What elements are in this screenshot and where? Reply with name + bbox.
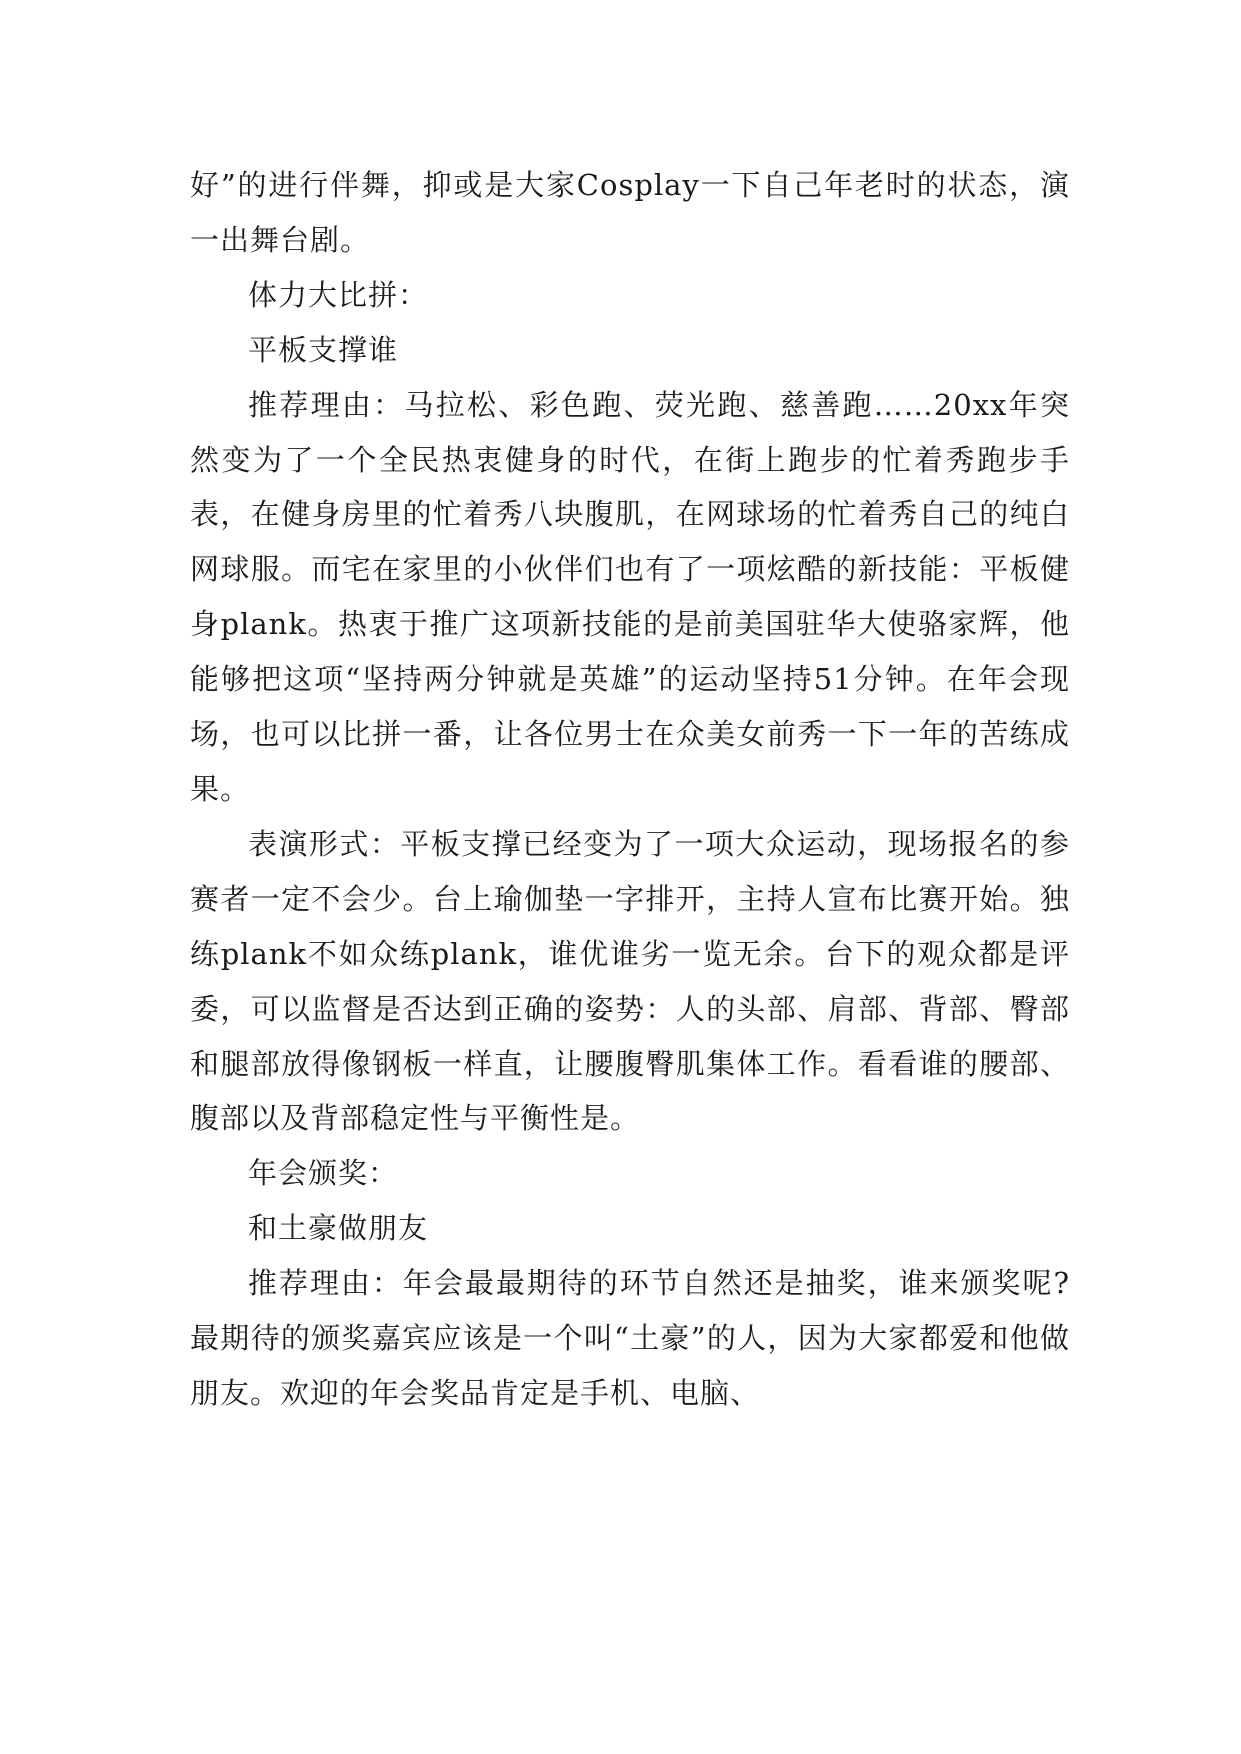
- paragraph-stage-play: 好”的进行伴舞，抑或是大家Cosplay一下自己年老时的状态，演一出舞台剧。: [190, 168, 1070, 257]
- heading-annual-awards: 年会颁奖：: [248, 1156, 399, 1191]
- heading-tuhao-friend: 和土豪做朋友: [248, 1211, 429, 1246]
- paragraph-plank-reason: 推荐理由：马拉松、彩色跑、荧光跑、慈善跑……20xx年突然变为了一个全民热衷健身的时代，在街上跑步的忙着秀跑步手表，在健身房里的忙着秀八块腹肌，在网球场的忙着秀自己的纯白网球服。而宅在家里的小伙伴们也有了一项炫酷的新技能：平板健身plank。热衷于推广这项新技能的是前美国驻华大使骆家辉，他能够把这项“坚持两分钟就是英雄”的运动坚持51分钟。在年会现场，也可以比拼一番，让各位男士在众美女前秀一下一年的苦练成果。: [190, 387, 1070, 806]
- heading-plank: 平板支撑谁: [248, 332, 399, 367]
- heading-fitness-contest: 体力大比拼：: [248, 277, 429, 312]
- paragraph-plank-format: 表演形式：平板支撑已经变为了一项大众运动，现场报名的参赛者一定不会少。台上瑜伽垫一字排开，主持人宣布比赛开始。独练plank不如众练plank，谁优谁劣一览无余。台下的观众都是评委，可以监督是否达到正确的姿势：人的头部、肩部、背部、臀部和腿部放得像钢板一样直，让腰腹臀肌集体工作。看看谁的腰部、腹部以及背部稳定性与平衡性是。: [190, 826, 1070, 1136]
- paragraph-awards-reason: 推荐理由：年会最最期待的环节自然还是抽奖，谁来颁奖呢?最期待的颁奖嘉宾应该是一个叫“土豪”的人，因为大家都爱和他做朋友。欢迎的年会奖品肯定是手机、电脑、: [190, 1266, 1070, 1410]
- document-body: [190, 158, 1070, 1421]
